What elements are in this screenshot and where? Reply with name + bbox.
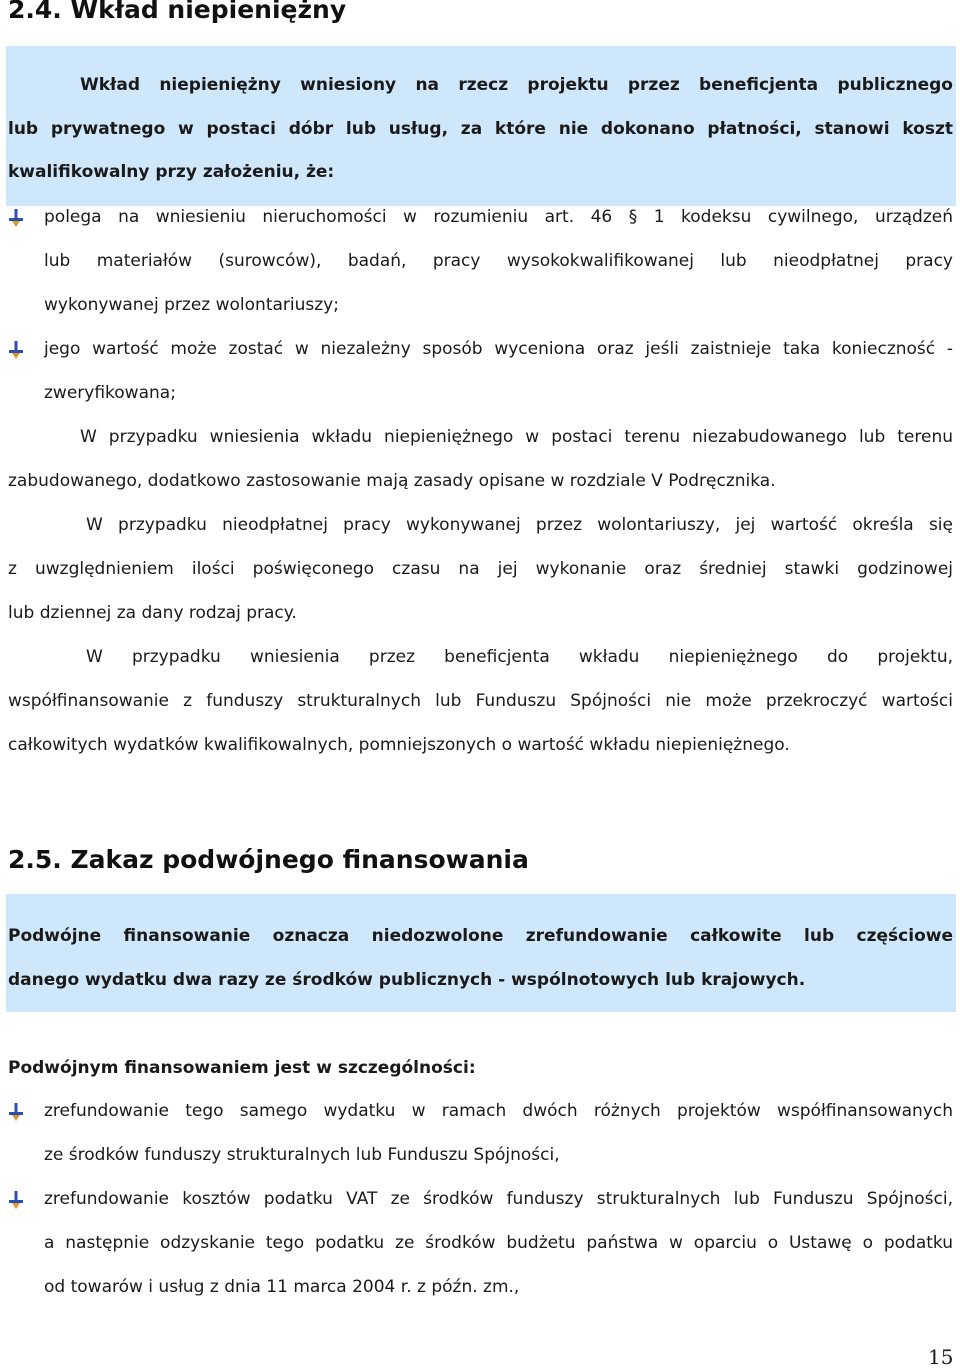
section-heading-2-5: 2.5. Zakaz podwójnego finansowania xyxy=(8,845,529,874)
list-bullet-2-line-1: zrefundowanie kosztów podatku VAT ze środków funduszy strukturalnych lub Funduszu Spójności, xyxy=(44,1189,953,1209)
intro-line-2: lub prywatnego w postaci dóbr lub usług, za które nie dokonano płatności, stanowi koszt xyxy=(8,119,953,139)
page-number: 15 xyxy=(928,1345,954,1369)
list-bullet-2-line-2: a następnie odzyskanie tego podatku ze środków budżetu państwa w oparciu o Ustawę o podatku xyxy=(44,1233,953,1253)
list-bullet-1-line-1: zrefundowanie tego samego wydatku w ramach dwóch różnych projektów współfinansowanych xyxy=(44,1101,953,1121)
intro-line-3: kwalifikowalny przy założeniu, że: xyxy=(8,162,335,182)
bullet-arrow-icon xyxy=(9,1191,23,1209)
list-bullet-2-line-3: od towarów i usług z dnia 11 marca 2004 r. z późn. zm., xyxy=(44,1277,520,1297)
list-heading: Podwójnym finansowaniem jest w szczególności: xyxy=(8,1058,476,1078)
intro-line-1: Wkład niepieniężny wniesiony na rzecz projektu przez beneficjenta publicznego xyxy=(80,75,953,95)
highlight-box xyxy=(6,894,956,1012)
para-1-line-1: W przypadku wniesienia wkładu niepieniężnego w postaci terenu niezabudowanego lub terenu xyxy=(80,427,953,447)
bullet-1-line-1: polega na wniesieniu nieruchomości w rozumieniu art. 46 § 1 kodeksu cywilnego, urządzeń xyxy=(44,207,953,227)
para-2-line-3: lub dziennej za dany rodzaj pracy. xyxy=(8,603,297,623)
para-2-line-2: z uwzględnieniem ilości poświęconego czasu na jej wykonanie oraz średniej stawki godzinowej xyxy=(8,559,953,579)
bullet-2-line-2: zweryfikowana; xyxy=(44,383,176,403)
definition-line-1: Podwójne finansowanie oznacza niedozwolone zrefundowanie całkowite lub częściowe xyxy=(8,926,953,946)
bullet-arrow-icon xyxy=(9,209,23,227)
bullet-arrow-icon xyxy=(9,341,23,359)
definition-line-2: danego wydatku dwa razy ze środków publicznych - wspólnotowych lub krajowych. xyxy=(8,970,806,990)
para-3-line-2: współfinansowanie z funduszy strukturalnych lub Funduszu Spójności nie może przekroczyć wartości xyxy=(8,691,953,711)
bullet-1-line-2: lub materiałów (surowców), badań, pracy wysokokwalifikowanej lub nieodpłatnej pracy xyxy=(44,251,953,271)
para-2-line-1: W przypadku nieodpłatnej pracy wykonywanej przez wolontariuszy, jej wartość określa się xyxy=(86,515,953,535)
para-3-line-3: całkowitych wydatków kwalifikowalnych, pomniejszonych o wartość wkładu niepieniężnego. xyxy=(8,735,790,755)
bullet-arrow-icon xyxy=(9,1103,23,1121)
bullet-2-line-1: jego wartość może zostać w niezależny sposób wyceniona oraz jeśli zaistnieje taka konieczność - xyxy=(44,339,953,359)
list-bullet-1-line-2: ze środków funduszy strukturalnych lub Funduszu Spójności, xyxy=(44,1145,560,1165)
section-heading-2-4: 2.4. Wkład niepieniężny xyxy=(8,0,347,24)
para-1-line-2: zabudowanego, dodatkowo zastosowanie mają zasady opisane w rozdziale V Podręcznika. xyxy=(8,471,776,491)
bullet-1-line-3: wykonywanej przez wolontariuszy; xyxy=(44,295,339,315)
para-3-line-1: W przypadku wniesienia przez beneficjenta wkładu niepieniężnego do projektu, xyxy=(86,647,953,667)
